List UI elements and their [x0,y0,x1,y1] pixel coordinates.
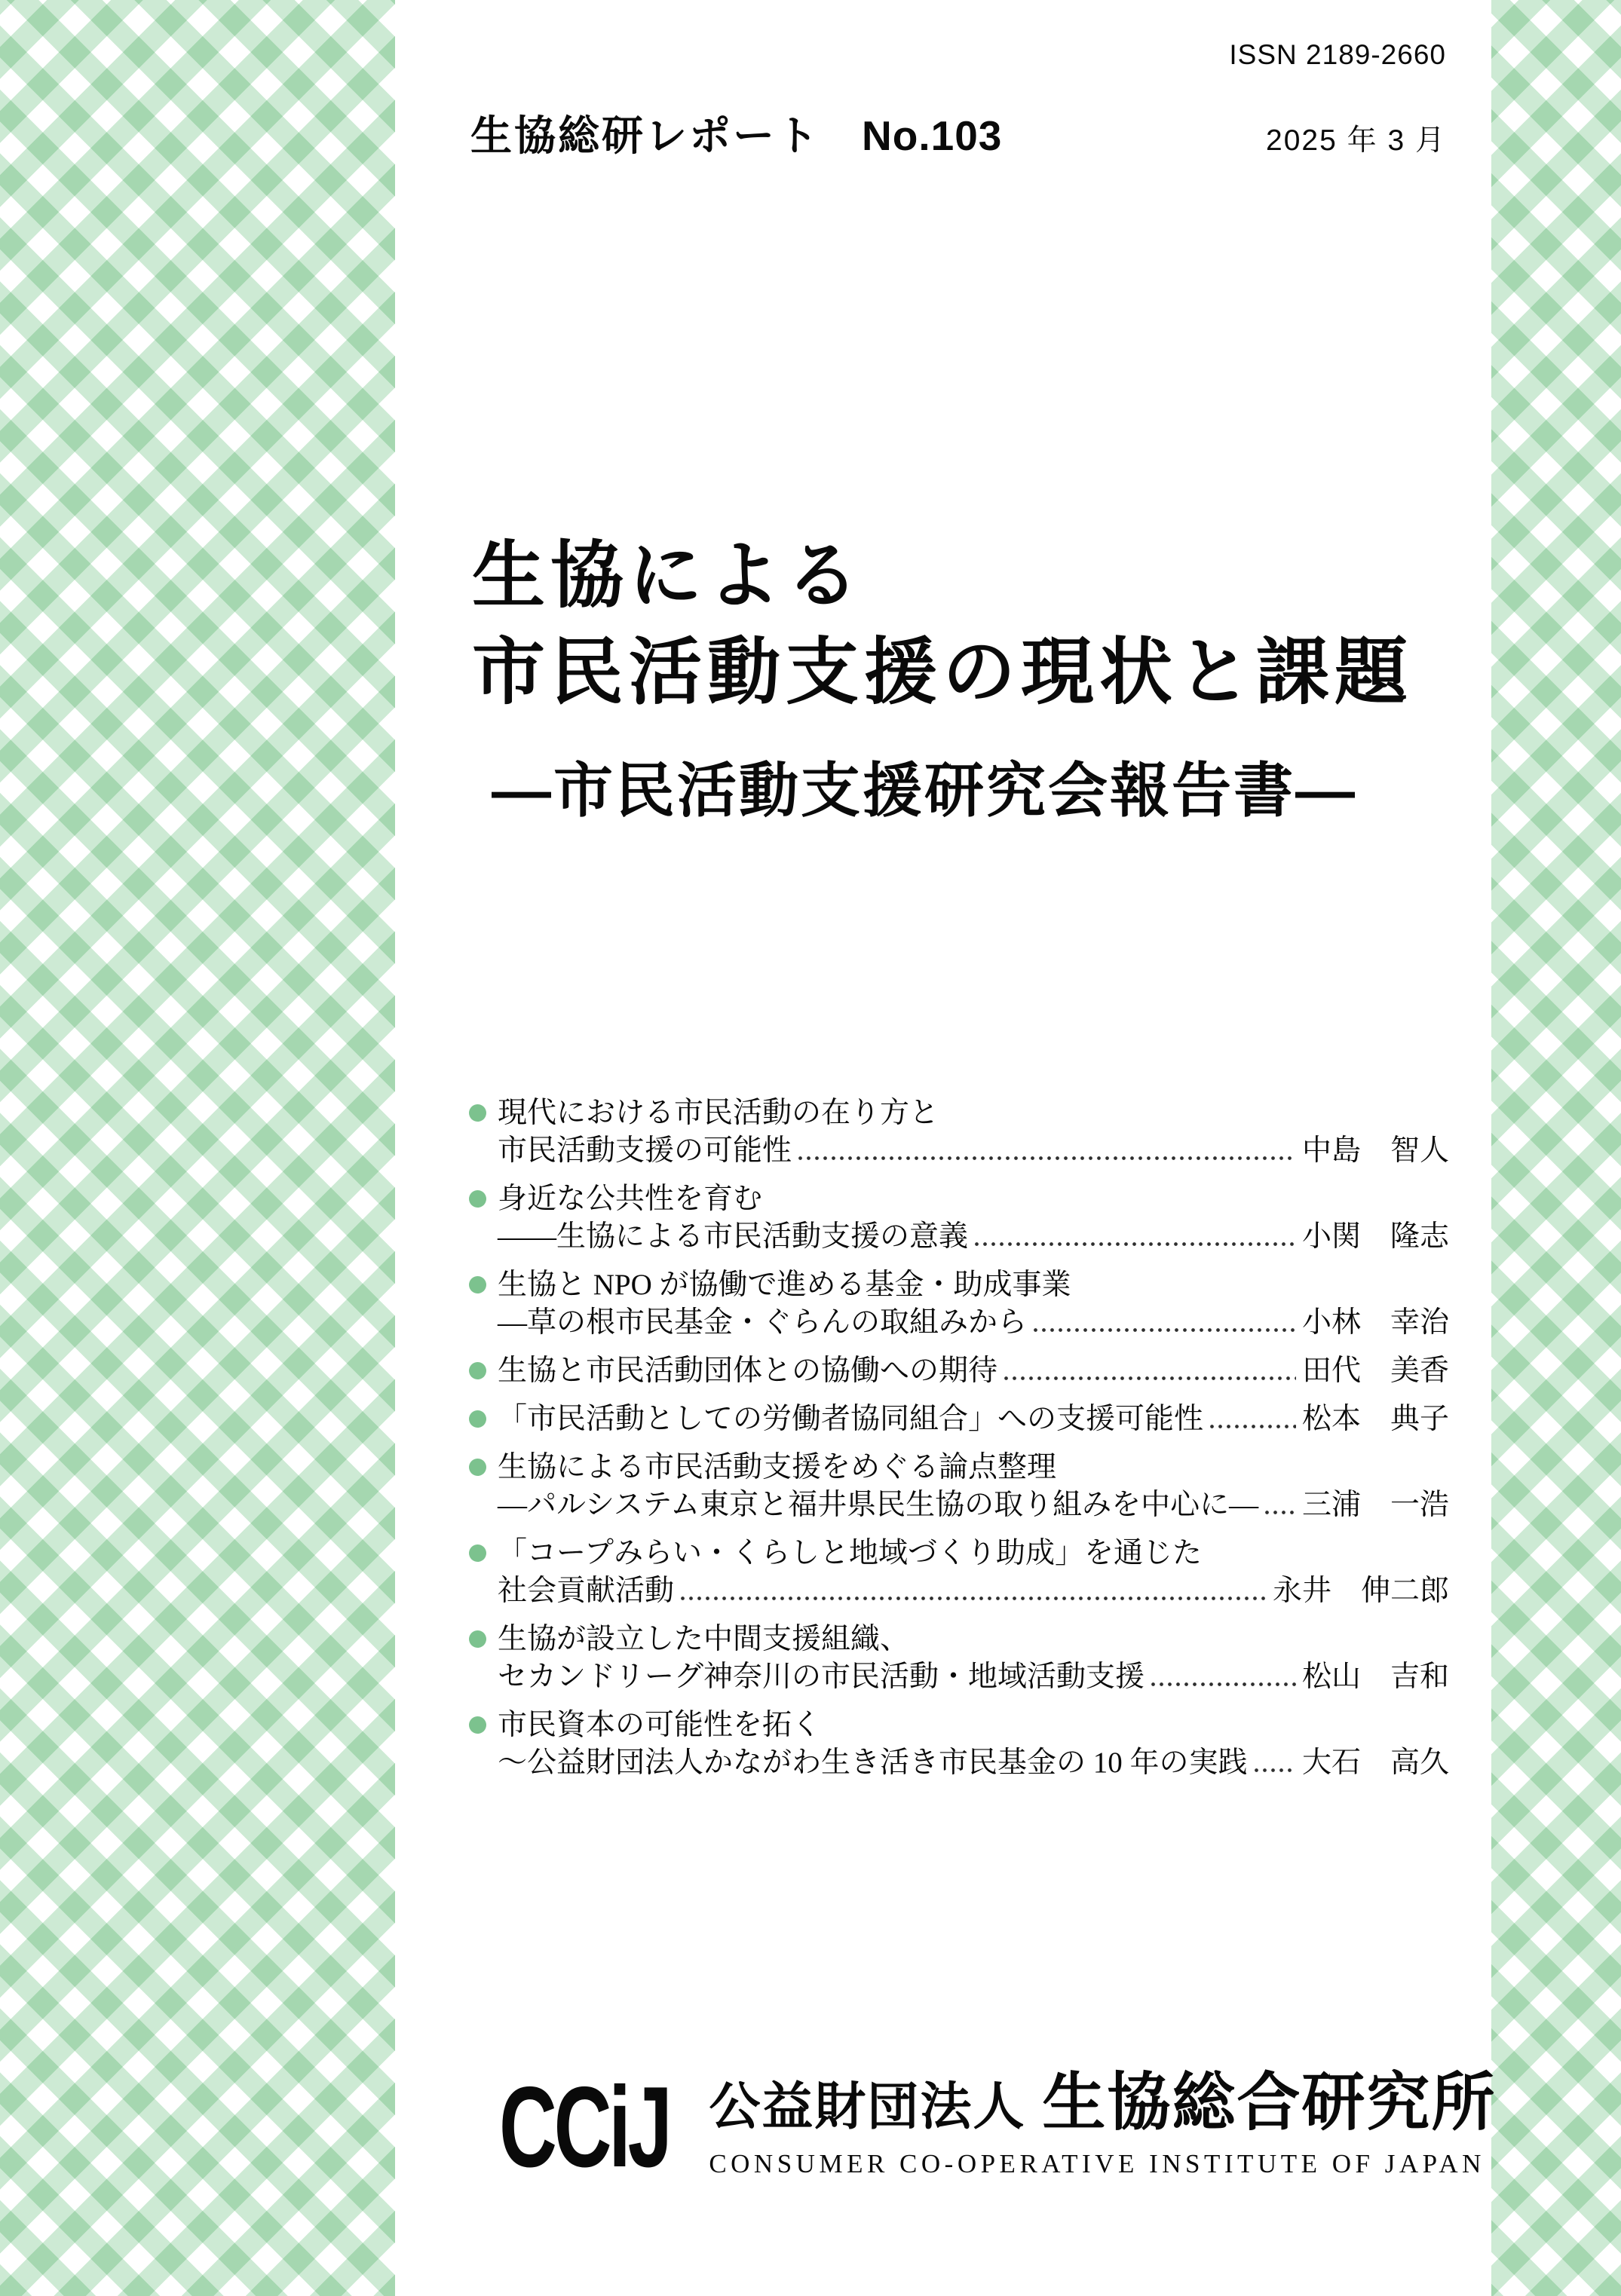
bullet-icon [469,1410,486,1428]
toc-entry-text: 現代における市民活動の在り方と [498,1097,939,1129]
bullet-icon [469,1276,486,1293]
toc-entry-text: ～公益財団法人かながわ生き活き市民基金の 10 年の実践 [498,1746,1248,1779]
toc-line [498,1486,1449,1524]
issn-number: ISSN 2189-2660 [1229,39,1446,70]
toc-line [498,1572,1449,1610]
toc-entry-text: ――生協による市民活動支援の意義 [498,1220,969,1253]
issue-number: No.103 [862,112,1003,159]
toc-author: 小関 隆志 [1301,1220,1449,1253]
toc-line [498,1304,1449,1342]
toc-line [498,1218,1449,1256]
toc-line [498,1180,1449,1218]
toc-line [498,1132,1449,1170]
toc-entry-text: 生協による市民活動支援をめぐる論点整理 [498,1451,1057,1483]
bullet-icon [469,1362,486,1379]
toc-entry-text: 「コープみらい・くらしと地域づくり助成」を通じた [498,1537,1203,1569]
dotted-leader [1208,1411,1296,1438]
bullet-icon [469,1459,486,1476]
publisher-name-en: CONSUMER CO-OPERATIVE INSTITUTE OF JAPAN [709,2149,1485,2178]
dotted-leader [1263,1497,1296,1524]
toc-line [498,1707,1449,1744]
toc-entry-text: 市民活動支援の可能性 [498,1134,792,1167]
toc-lines [498,1401,1449,1438]
ccij-logo: CCiJ [499,2063,670,2192]
toc-line [498,1094,1449,1132]
toc-entry-text: 「市民活動としての労働者協同組合」への支援可能性 [498,1403,1204,1435]
toc-author: 大石 高久 [1301,1746,1449,1779]
toc-author: 三浦 一浩 [1301,1489,1449,1521]
toc-item [470,1401,1449,1438]
toc-lines [498,1352,1449,1390]
toc-item [470,1535,1449,1610]
toc-entry-text: ―パルシステム東京と福井県民生協の取り組みを中心に― [498,1489,1259,1521]
toc-item [470,1449,1449,1524]
toc-entry-text: ―草の根市民基金・ぐらんの取組みから [498,1306,1028,1339]
dotted-leader [1002,1363,1296,1390]
dotted-leader [1149,1669,1296,1696]
toc-author: 中島 智人 [1301,1134,1449,1167]
toc-lines [498,1094,1449,1170]
toc-item [470,1094,1449,1170]
report-title-line2: 市民活動支援の現状と課題 [472,631,1413,714]
bullet-icon [469,1630,486,1648]
toc-entry-text: 市民資本の可能性を拓く [498,1709,822,1741]
toc-line [498,1621,1449,1658]
publisher-legal-type: 公益財団法人 [709,2078,1026,2135]
report-title-line1: 生協による [472,534,864,617]
toc-item [470,1621,1449,1696]
toc-item [470,1352,1449,1390]
toc-line [498,1401,1449,1438]
bullet-icon [469,1544,486,1562]
toc-line [498,1744,1449,1782]
publication-date: 2025 年 3 月 [1266,124,1446,157]
publisher-name: 生協総合研究所 [1042,2068,1497,2138]
bullet-icon [469,1104,486,1122]
toc-author: 松本 典子 [1301,1403,1449,1435]
toc-line [498,1266,1449,1304]
toc-author: 松山 吉和 [1301,1661,1449,1693]
bullet-icon [469,1190,486,1208]
report-title [472,528,1413,721]
toc-entry-text: 生協が設立した中間支援組織、 [498,1623,910,1655]
toc-lines [498,1535,1449,1610]
publisher-name-jp [709,2052,1496,2143]
dotted-leader [679,1583,1267,1610]
toc-author: 永井 伸二郎 [1272,1575,1449,1607]
toc-entry-text: 社会貢献活動 [498,1575,675,1607]
toc-line [498,1535,1449,1572]
toc-list [470,1094,1449,1792]
toc-line [498,1658,1449,1696]
toc-entry-text: 生協と NPO が協働で進める基金・助成事業 [498,1269,1071,1301]
toc-item [470,1266,1449,1342]
toc-lines [498,1180,1449,1256]
toc-line [498,1449,1449,1486]
bullet-icon [469,1716,486,1734]
toc-entry-text: 身近な公共性を育む [498,1183,763,1215]
publisher-block [499,2052,1497,2192]
toc-item [470,1707,1449,1782]
dotted-leader [1031,1315,1296,1342]
report-subtitle: ―市民活動支援研究会報告書― [492,757,1357,824]
series-row [470,103,1446,162]
toc-lines [498,1266,1449,1342]
toc-lines [498,1707,1449,1782]
dotted-leader [1252,1755,1296,1782]
dotted-leader [973,1229,1296,1256]
toc-author: 田代 美香 [1301,1355,1449,1387]
publisher-names [709,2052,1496,2181]
toc-entry-text: セカンドリーグ神奈川の市民活動・地域活動支援 [498,1661,1145,1693]
toc-line [498,1352,1449,1390]
toc-entry-text: 生協と市民活動団体との協働への期待 [498,1355,998,1387]
toc-author: 小林 幸治 [1301,1306,1449,1339]
toc-lines [498,1449,1449,1524]
series-name: 生協総研レポート [470,112,821,159]
cover-content-panel [395,0,1497,2296]
toc-item [470,1180,1449,1256]
series-title [470,103,1002,162]
dotted-leader [796,1143,1296,1170]
toc-lines [498,1621,1449,1696]
